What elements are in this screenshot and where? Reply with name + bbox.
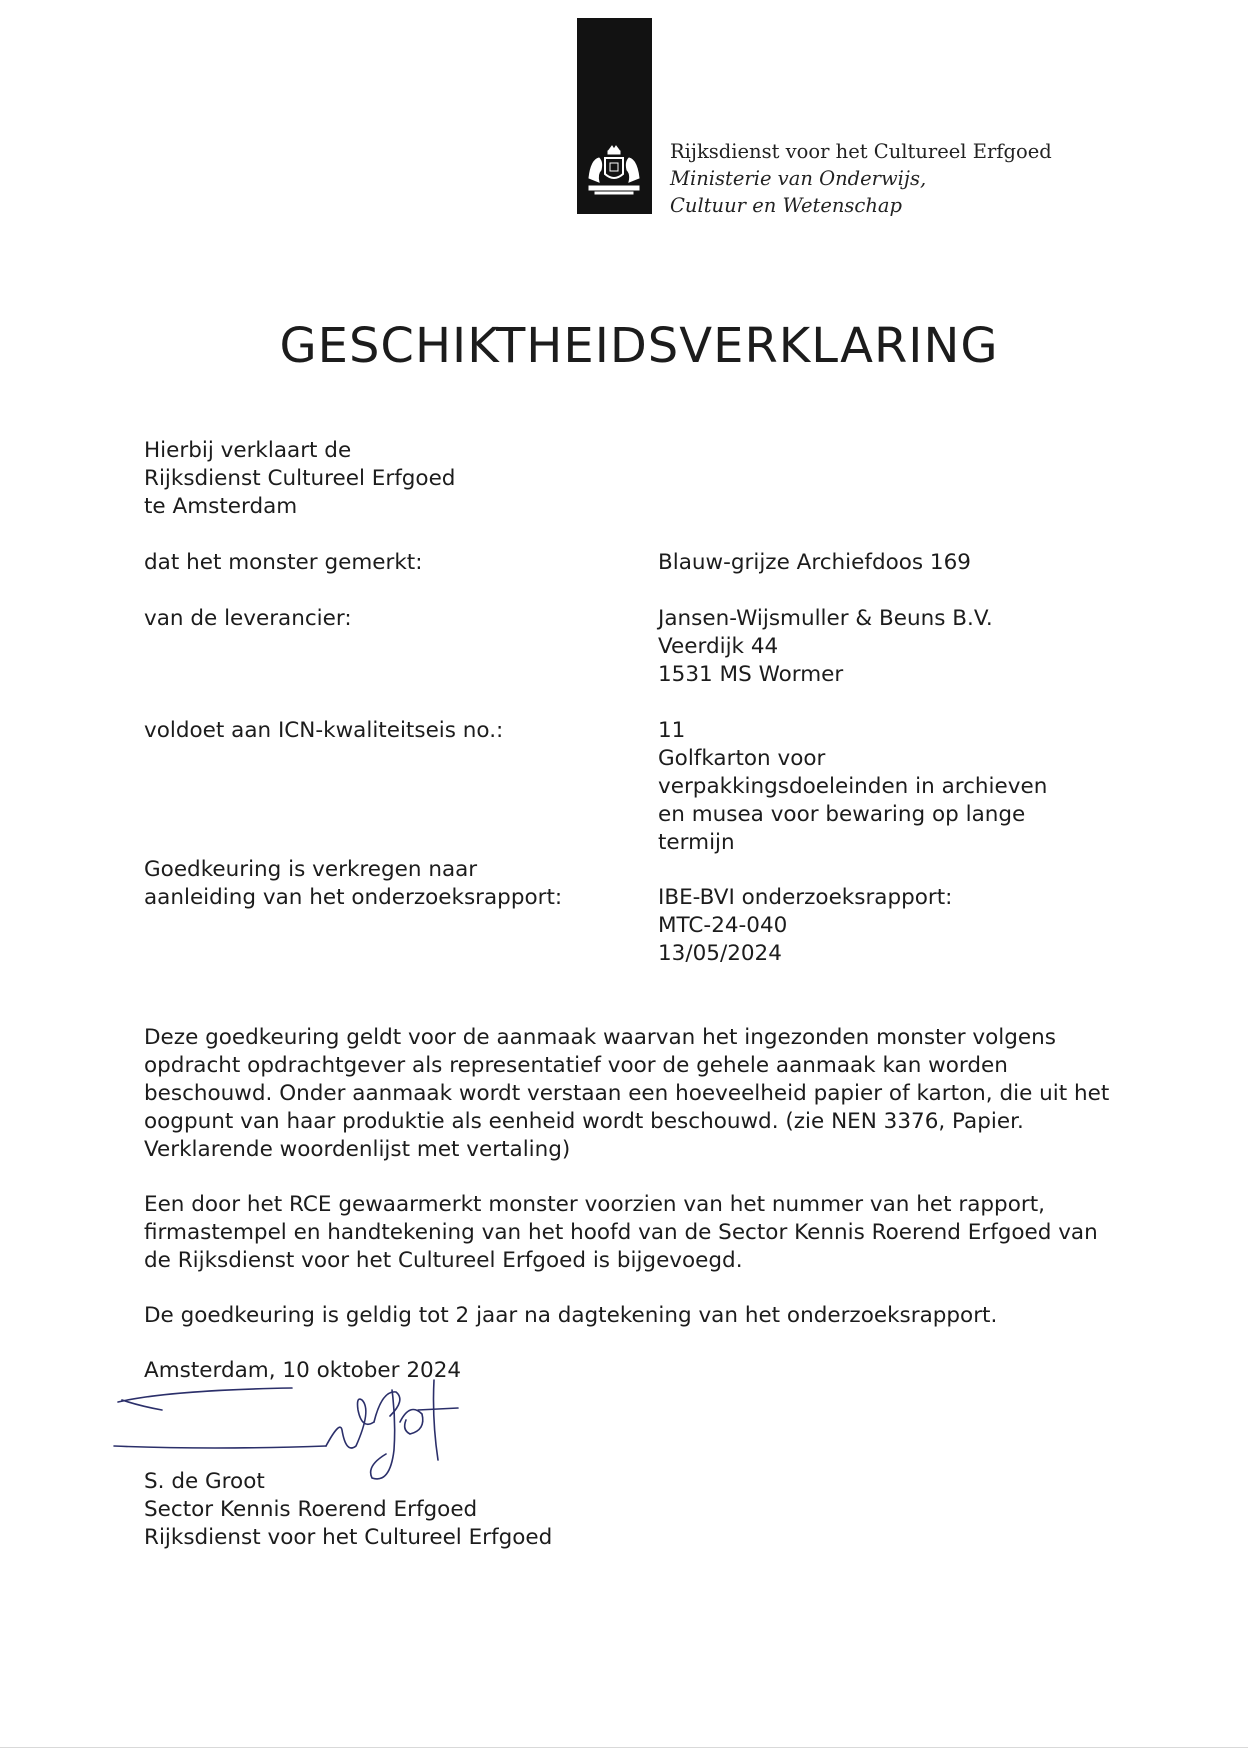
place-date: Amsterdam, 10 oktober 2024 (144, 1358, 462, 1383)
sample-label: dat het monster gemerkt: (144, 550, 423, 575)
ministry-name: Ministerie van Onderwijs, Cultuur en Wetenschap (670, 167, 927, 217)
dutch-royal-coat-of-arms-icon (583, 144, 645, 200)
signatory-name: S. de Groot (144, 1469, 265, 1494)
intro-line: Rijksdienst Cultureel Erfgoed (144, 466, 456, 491)
requirement-description: Golfkarton voor (658, 746, 826, 771)
signatory-organisation: Rijksdienst voor het Cultureel Erfgoed (144, 1525, 553, 1550)
requirement-label: voldoet aan ICN-kwaliteitseis no.: (144, 718, 504, 743)
sample-value: Blauw-grijze Archiefdoos 169 (658, 550, 971, 575)
validity-paragraph: De goedkeuring is geldig tot 2 jaar na dagtekening van het onderzoeksrapport. (144, 1303, 998, 1328)
footer-divider (0, 1747, 1248, 1748)
approval-scope-paragraph: Deze goedkeuring geldt voor de aanmaak waarvan het ingezonden monster volgens opdracht opdrachtgever als representatief voor de gehele aanmaak kan worden beschouwd. Onder aanmaak wordt verstaan een hoeveelheid papier of karton, die uit het oogpunt van haar produktie als eenheid wordt beschouwd. (zie NEN 3376, Papier. Verklarende woordenlijst met vertaling) (144, 1025, 1110, 1162)
report-date: 13/05/2024 (658, 941, 782, 966)
document-title: GESCHIKTHEIDSVERKLARING (279, 318, 999, 374)
requirement-description: verpakkingsdoeleinden in archieven (658, 774, 1048, 799)
report-title: IBE-BVI onderzoeksrapport: (658, 885, 953, 910)
report-label-line: aanleiding van het onderzoeksrapport: (144, 885, 563, 910)
organisation-name: Rijksdienst voor het Cultureel Erfgoed (670, 140, 1052, 163)
handwritten-signature (110, 1350, 470, 1480)
requirement-description: termijn (658, 830, 735, 855)
report-number: MTC-24-040 (658, 913, 788, 938)
requirement-number: 11 (658, 718, 686, 743)
supplier-address (658, 605, 993, 689)
signatory-block (144, 1468, 552, 1552)
supplier-label: van de leverancier: (144, 606, 352, 631)
requirement-description: en musea voor bewaring op lange (658, 802, 1026, 827)
supplier-name: Jansen-Wijsmuller & Beuns B.V. (658, 606, 993, 631)
intro-block (144, 437, 455, 521)
supplier-city: 1531 MS Wormer (658, 662, 844, 687)
report-label (144, 856, 562, 912)
report-label-line: Goedkeuring is verkregen naar (144, 857, 478, 882)
supplier-street: Veerdijk 44 (658, 634, 779, 659)
intro-line: te Amsterdam (144, 494, 298, 519)
sample-attached-paragraph: Een door het RCE gewaarmerkt monster voorzien van het nummer van het rapport, firmastempel en handtekening van het hoofd van de Sector Kennis Roerend Erfgoed van de Rijksdienst voor het Cultureel Erfgoed is bijgevoegd. (144, 1192, 1098, 1273)
intro-line: Hierbij verklaart de (144, 438, 352, 463)
logo-bar (577, 18, 652, 214)
signatory-department: Sector Kennis Roerend Erfgoed (144, 1497, 478, 1522)
requirement-value (658, 717, 1047, 857)
report-value (658, 884, 952, 968)
organisation-block (670, 138, 1052, 219)
